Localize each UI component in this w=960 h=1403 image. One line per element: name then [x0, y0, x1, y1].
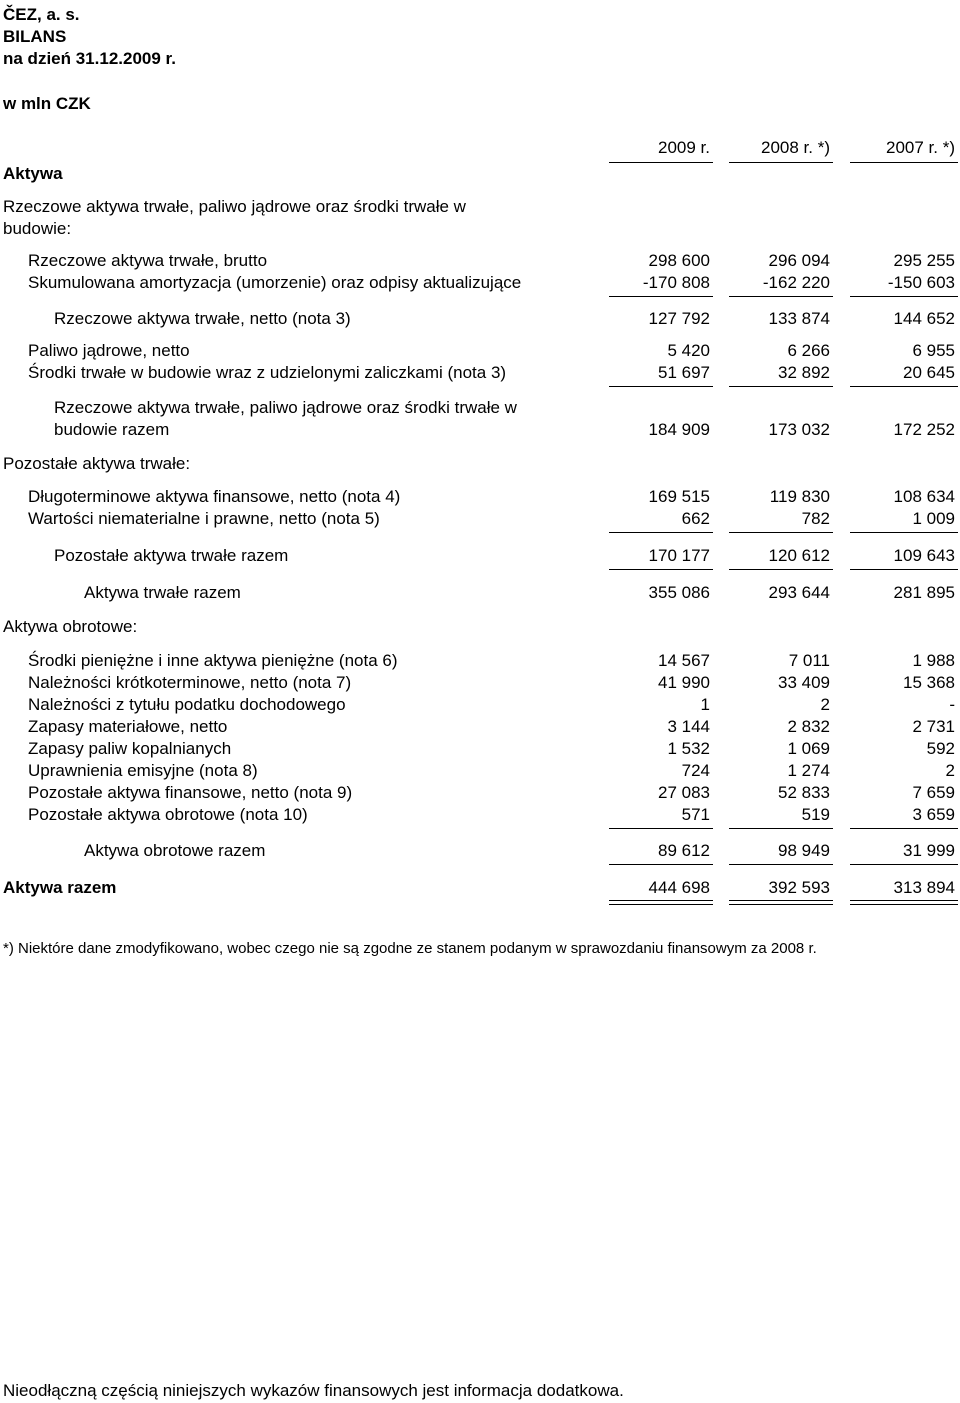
subtotal-rule — [609, 864, 713, 865]
row-value-2008: 392 593 — [768, 878, 830, 897]
row-value-2008: 119 830 — [769, 487, 830, 506]
row-value-2009: 27 083 — [658, 783, 710, 802]
row-value-2008: -162 220 — [762, 273, 830, 292]
column-header-2007: 2007 r. *) — [886, 138, 955, 157]
subtotal-rule — [729, 828, 833, 829]
row-value-2008: 2 832 — [787, 717, 830, 736]
row-value-2009: 571 — [681, 805, 710, 824]
row-label: Długoterminowe aktywa finansowe, netto (nota 4) — [28, 487, 401, 506]
row-value-2009: 5 420 — [667, 341, 710, 360]
row-value-2007: 31 999 — [903, 841, 955, 860]
subtotal-rule — [729, 296, 833, 297]
subtotal-rule — [729, 569, 833, 570]
row-value-2007: 172 252 — [893, 420, 955, 439]
total-double-rule — [609, 900, 713, 905]
row-value-2008: 98 949 — [778, 841, 830, 860]
subtotal-rule — [850, 828, 958, 829]
row-value-2007: 15 368 — [903, 673, 955, 692]
row-label: Paliwo jądrowe, netto — [28, 341, 190, 360]
header-rule — [850, 162, 958, 163]
row-value-2007: 109 643 — [893, 546, 955, 565]
balance-date: na dzień 31.12.2009 r. — [3, 49, 176, 68]
column-header-2009: 2009 r. — [658, 138, 710, 157]
subtotal-rule — [609, 296, 713, 297]
row-value-2008: 2 — [820, 695, 830, 714]
row-value-2007: 2 731 — [912, 717, 955, 736]
row-value-2009: 51 697 — [658, 363, 710, 382]
row-value-2008: 52 833 — [778, 783, 830, 802]
row-value-2007: 6 955 — [912, 341, 955, 360]
row-label: Należności z tytułu podatku dochodowego — [28, 695, 346, 714]
row-value-2007: -150 603 — [887, 273, 955, 292]
header-rule — [609, 162, 713, 163]
total-double-rule — [850, 900, 958, 905]
row-value-2009: 662 — [681, 509, 710, 528]
row-value-2008: 1 069 — [787, 739, 830, 758]
company-name: ČEZ, a. s. — [3, 5, 80, 24]
column-header-2008: 2008 r. *) — [761, 138, 830, 157]
row-value-2007: 108 634 — [893, 487, 955, 506]
row-value-2009: 169 515 — [648, 487, 710, 506]
row-label: Rzeczowe aktywa trwałe, netto (nota 3) — [54, 309, 351, 328]
row-value-2007: 20 645 — [903, 363, 955, 382]
row-label: Środki trwałe w budowie wraz z udzielonymi zaliczkami (nota 3) — [28, 363, 507, 382]
row-value-2009: 184 909 — [648, 420, 710, 439]
subtotal-rule — [850, 296, 958, 297]
row-value-2007: 2 — [945, 761, 955, 780]
row-value-2009: 444 698 — [648, 878, 710, 897]
section-assets: Aktywa — [3, 164, 63, 183]
subtotal-rule — [850, 569, 958, 570]
row-label: Aktywa obrotowe razem — [84, 841, 266, 860]
row-label: Należności krótkoterminowe, netto (nota 7) — [28, 673, 352, 692]
row-value-2008: 296 094 — [768, 251, 830, 270]
row-value-2008: 7 011 — [788, 651, 830, 670]
row-value-2007: 295 255 — [893, 251, 955, 270]
row-label: Zapasy paliw kopalnianych — [28, 739, 232, 758]
row-value-2009: 724 — [681, 761, 710, 780]
row-value-2007: 144 652 — [893, 309, 955, 328]
row-label: Pozostałe aktywa obrotowe (nota 10) — [28, 805, 308, 824]
row-value-2009: 355 086 — [648, 583, 710, 602]
ppe-heading: Rzeczowe aktywa trwałe, paliwo jądrowe oraz środki trwałe w — [3, 197, 466, 216]
subtotal-rule — [609, 569, 713, 570]
subtotal-rule — [729, 532, 833, 533]
row-value-2008: 1 274 — [787, 761, 830, 780]
subtotal-rule — [850, 386, 958, 387]
row-value-2009: 170 177 — [648, 546, 710, 565]
row-label: Środki pieniężne i inne aktywa pieniężne (nota 6) — [28, 651, 398, 670]
row-label: Aktywa trwałe razem — [84, 583, 241, 602]
row-value-2007: 313 894 — [893, 878, 955, 897]
section-current: Aktywa obrotowe: — [3, 617, 138, 636]
row-label: Aktywa razem — [3, 878, 117, 897]
row-value-2009: 298 600 — [648, 251, 710, 270]
row-value-2009: 1 — [700, 695, 710, 714]
row-value-2008: 6 266 — [787, 341, 830, 360]
row-value-2007: 1 009 — [912, 509, 955, 528]
subtotal-rule — [609, 386, 713, 387]
row-value-2008: 133 874 — [768, 309, 830, 328]
subtotal-rule — [609, 828, 713, 829]
row-value-2008: 519 — [801, 805, 830, 824]
row-value-2009: 89 612 — [658, 841, 710, 860]
subtotal-rule — [609, 532, 713, 533]
document-title: BILANS — [3, 27, 67, 46]
row-label: Rzeczowe aktywa trwałe, paliwo jądrowe oraz środki trwałe w — [54, 398, 517, 417]
subtotal-rule — [850, 864, 958, 865]
row-label: Pozostałe aktywa finansowe, netto (nota 9) — [28, 783, 353, 802]
total-double-rule — [729, 900, 833, 905]
row-value-2007: 281 895 — [893, 583, 955, 602]
row-label: Zapasy materiałowe, netto — [28, 717, 228, 736]
row-value-2009: 3 144 — [667, 717, 710, 736]
row-value-2008: 173 032 — [768, 420, 830, 439]
row-value-2007: 3 659 — [912, 805, 955, 824]
currency-unit: w mln CZK — [3, 94, 91, 113]
row-value-2008: 782 — [801, 509, 830, 528]
page-footer: Nieodłączną częścią niniejszych wykazów finansowych jest informacja dodatkowa. — [3, 1381, 624, 1400]
row-value-2007: 592 — [926, 739, 955, 758]
row-value-2007: - — [949, 695, 955, 714]
subtotal-rule — [729, 864, 833, 865]
row-value-2007: 7 659 — [912, 783, 955, 802]
row-value-2008: 32 892 — [778, 363, 830, 382]
ppe-heading-cont: budowie: — [3, 219, 72, 238]
row-value-2009: 41 990 — [658, 673, 710, 692]
subtotal-rule — [850, 532, 958, 533]
row-label: Rzeczowe aktywa trwałe, brutto — [28, 251, 268, 270]
row-value-2008: 33 409 — [778, 673, 830, 692]
row-value-2009: 1 532 — [667, 739, 710, 758]
row-label: Uprawnienia emisyjne (nota 8) — [28, 761, 258, 780]
subtotal-rule — [729, 386, 833, 387]
row-label: Skumulowana amortyzacja (umorzenie) oraz odpisy aktualizujące — [28, 273, 522, 292]
row-value-2009: -170 808 — [642, 273, 710, 292]
row-value-2009: 127 792 — [648, 309, 710, 328]
row-label-cont: budowie razem — [54, 420, 170, 439]
section-other-noncurrent: Pozostałe aktywa trwałe: — [3, 454, 191, 473]
footnote: *) Niektóre dane zmodyfikowano, wobec czego nie są zgodne ze stanem podanym w sprawozdaniu finansowym za 2008 r. — [3, 940, 817, 957]
row-value-2008: 120 612 — [768, 546, 830, 565]
row-value-2009: 14 567 — [658, 651, 710, 670]
row-label: Wartości niematerialne i prawne, netto (nota 5) — [28, 509, 380, 528]
row-value-2008: 293 644 — [768, 583, 830, 602]
row-label: Pozostałe aktywa trwałe razem — [54, 546, 289, 565]
header-rule — [729, 162, 833, 163]
row-value-2007: 1 988 — [912, 651, 955, 670]
